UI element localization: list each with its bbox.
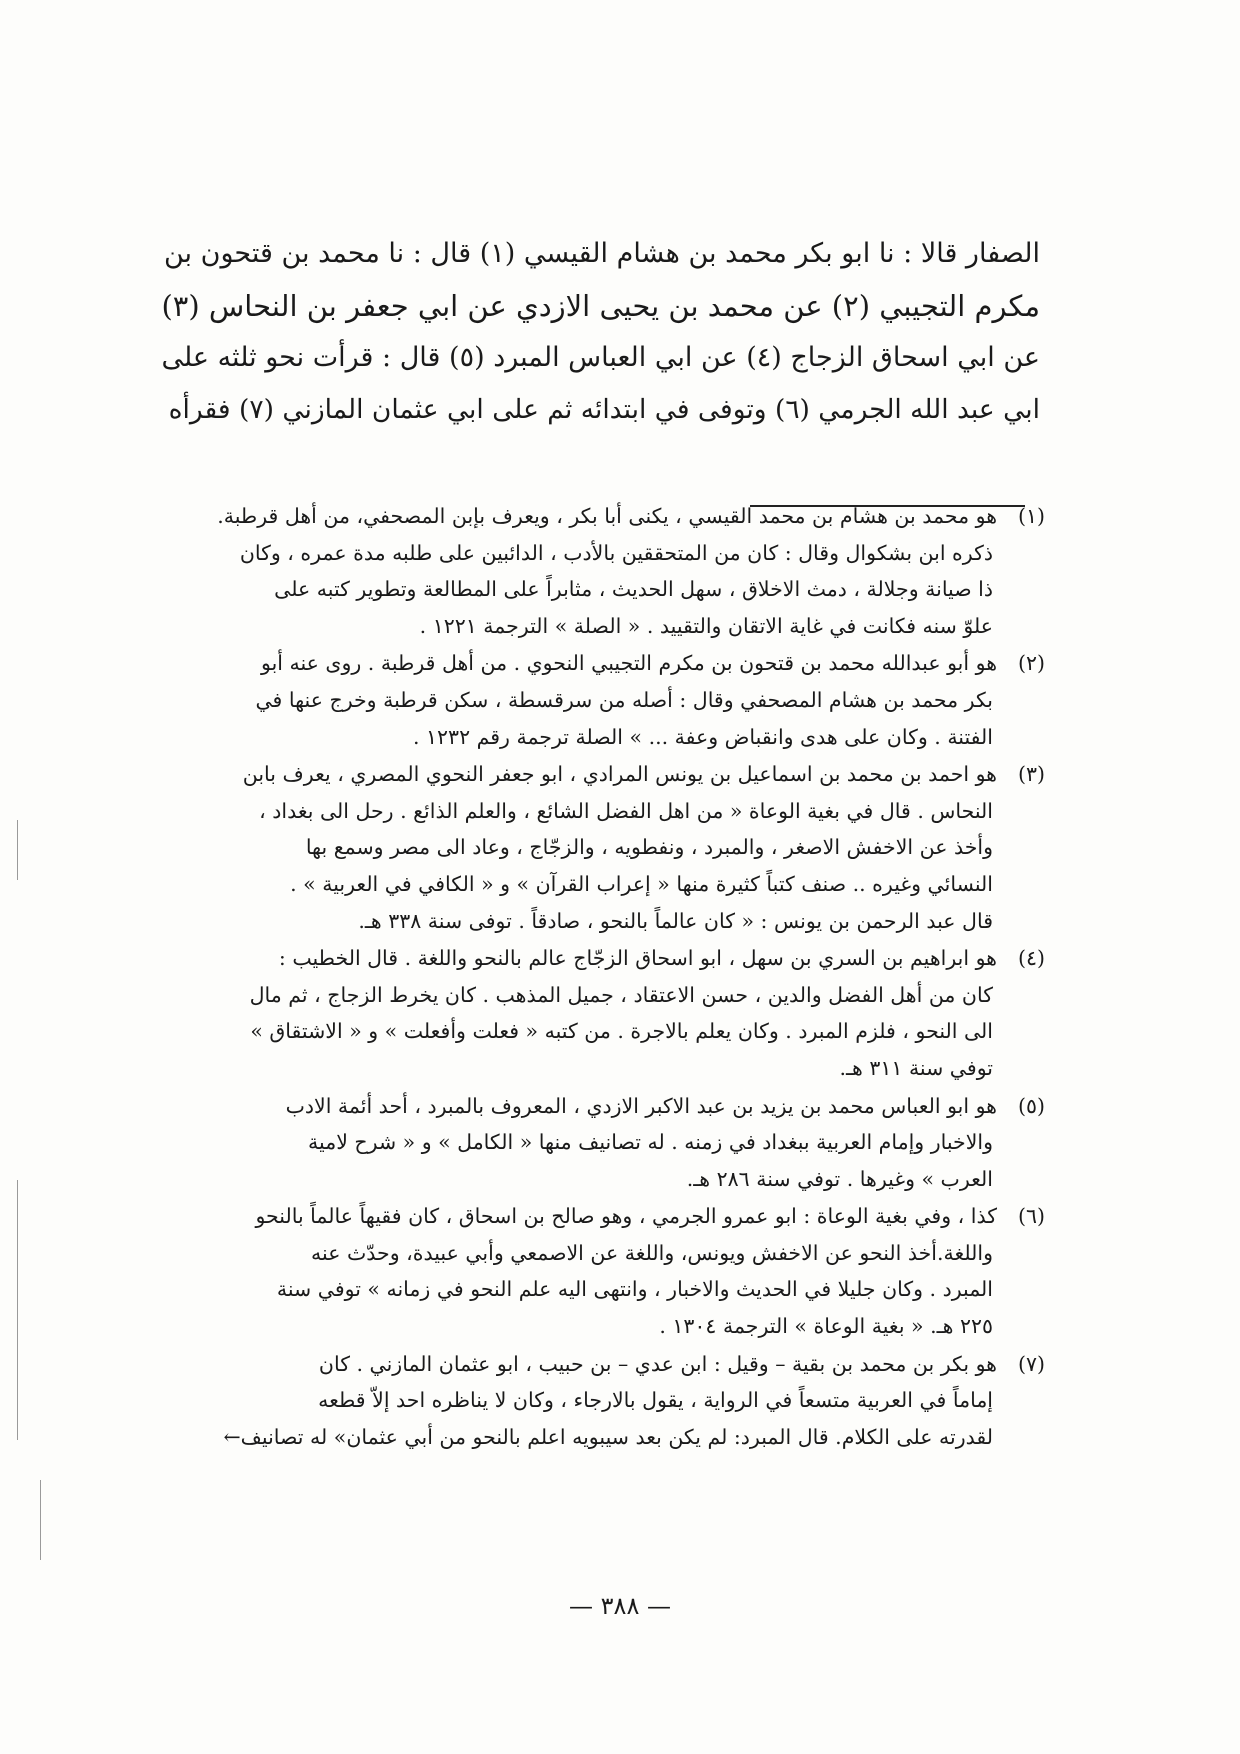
footnote-text-line: العرب » وغيرها . توفي سنة ٢٨٦ هـ. (686, 1166, 993, 1191)
footnote-text-line: هو احمد بن محمد بن اسماعيل بن يونس المرادي ، ابو جعفر النحوي المصري ، يعرف بابن (242, 762, 997, 787)
main-text-line: مكرم التجيبي (٢) عن محمد بن يحيى الازدي عن ابي جعفر بن النحاس (٣) (161, 289, 1040, 323)
footnote-3 (160, 756, 1045, 939)
footnote-number: (٢) (1017, 651, 1045, 676)
footnote-text-line: وأخذ عن الاخفش الاصغر ، والمبرد ، ونفطويه ، والزجّاج ، وعاد الى مصر وسمع بها (305, 835, 993, 860)
footnote-text-line: علوّ سنه فكانت في غاية الاتقان والتقييد . « الصلة » الترجمة ١٢٢١ . (419, 613, 993, 638)
footnote-text-line: هو ابراهيم بن السري بن سهل ، ابو اسحاق الزجّاج عالم بالنحو واللغة . قال الخطيب : (278, 946, 997, 971)
footnote-text-line: هو أبو عبدالله محمد بن قتحون بن مكرم التجيبي النحوي . من أهل قرطبة . روى عنه أبو (261, 651, 997, 676)
footnote-text-line: الى النحو ، فلزم المبرد . وكان يعلم بالاجرة . من كتبه « فعلت وأفعلت » و « الاشتقاق » (250, 1019, 993, 1044)
main-text-line: الصفار قالا : نا ابو بكر محمد بن هشام القيسي (١) قال : نا محمد بن قتحون بن (163, 238, 1040, 269)
footnote-text-line: ٢٢٥ هـ. « بغية الوعاة » الترجمة ١٣٠٤ . (659, 1314, 993, 1339)
footnote-text-line: إماماً في العربية متسعاً في الرواية ، يقول بالارجاء ، وكان لا يناظره احد إلاّ قطعه (318, 1388, 993, 1413)
footnote-number: (٧) (1017, 1351, 1045, 1376)
footnote-2 (160, 645, 1045, 755)
footnote-number: (٤) (1017, 946, 1045, 971)
footnote-text-line: هو ابو العباس محمد بن يزيد بن عبد الاكبر الازدي ، المعروف بالمبرد ، أحد أئمة الادب (285, 1093, 997, 1118)
footnote-number: (٥) (1017, 1093, 1045, 1118)
footnote-text-line: هو بكر بن محمد بن بقية – وقيل : ابن عدي – بن حبيب ، ابو عثمان المازني . كان (318, 1351, 997, 1376)
footnote-number: (٦) (1017, 1204, 1045, 1229)
footnote-6 (160, 1198, 1045, 1344)
footnote-text-line: الفتنة . وكان على هدى وانقباض وعفة ... » الصلة ترجمة رقم ١٢٣٢ . (412, 724, 993, 749)
footnote-1 (160, 498, 1045, 644)
footnote-text-line: كان من أهل الفضل والدين ، حسن الاعتقاد ، جميل المذهب . كان يخرط الزجاج ، ثم مال (249, 982, 993, 1007)
footnote-text-line: المبرد . وكان جليلا في الحديث والاخبار ، وانتهى اليه علم النحو في زمانه » توفي سنة (276, 1277, 993, 1302)
footnote-text-line: والاخبار وإمام العربية ببغداد في زمنه . له تصانيف منها « الكامل » و « شرح لامية (308, 1130, 993, 1155)
footnote-text-line: النسائي وغيره .. صنف كتباً كثيرة منها « إعراب القرآن » و « الكافي في العربية » . (290, 871, 993, 896)
footnote-text-line: النحاس . قال في بغية الوعاة « من اهل الفضل الشائع ، والعلم الذائع . رحل الى بغداد ، (259, 798, 993, 823)
footnote-text-line: كذا ، وفي بغية الوعاة : ابو عمرو الجرمي ، وهو صالح بن اسحاق ، كان فقيهاً عالماً بالنحو (255, 1204, 997, 1229)
footnote-text-line: واللغة.أخذ النحو عن الاخفش ويونس، واللغة عن الاصمعي وأبي عبيدة، وحدّث عنه (311, 1240, 993, 1265)
scan-artifact-left-1 (17, 820, 18, 880)
footnote-number: (١) (1017, 504, 1045, 528)
footnote-text-line: ذكره ابن بشكوال وقال : كان من المتحققين بالأدب ، الدائبين على طلبه مدة عمره ، وكان (239, 540, 993, 565)
main-text-line: ابي عبد الله الجرمي (٦) وتوفى في ابتدائه ثم على ابي عثمان المازني (٧) فقرأه (168, 394, 1040, 425)
footnotes (160, 498, 1045, 1456)
scan-artifact-left-2 (17, 1180, 18, 1440)
footnote-5 (160, 1088, 1045, 1198)
footnote-text-line: توفي سنة ٣١١ هـ. (839, 1055, 993, 1080)
footnote-text-line: بكر محمد بن هشام المصحفي وقال : أصله من سرقسطة ، سكن قرطبة وخرج عنها في (255, 687, 993, 712)
footnote-text-line: لقدرته على الكلام. قال المبرد: لم يكن بعد سيبويه اعلم بالنحو من أبي عثمان» له تصانيف← (223, 1424, 993, 1449)
footnote-7 (160, 1346, 1045, 1456)
main-text-line: عن ابي اسحاق الزجاج (٤) عن ابي العباس المبرد (٥) قال : قرأت نحو ثلثه على (161, 342, 1040, 373)
scan-artifact-left-3 (40, 1480, 41, 1560)
footnote-text-line: قال عبد الرحمن بن يونس : « كان عالماً بالنحو ، صادقاً . توفى سنة ٣٣٨ هـ. (358, 908, 993, 933)
page-number: — ٣٨٨ — (569, 1592, 671, 1620)
footnote-4 (160, 940, 1045, 1086)
footnote-text-line: ذا صيانة وجلالة ، دمث الاخلاق ، سهل الحديث ، مثابراً على المطالعة وتطوير كتبه على (274, 577, 993, 602)
main-text (160, 228, 1040, 436)
footnote-text-line: هو محمد بن هشام بن محمد القيسي ، يكنى أبا بكر ، ويعرف بإبن المصحفي، من أهل قرطبة. (217, 504, 997, 528)
footnote-number: (٣) (1017, 762, 1045, 787)
